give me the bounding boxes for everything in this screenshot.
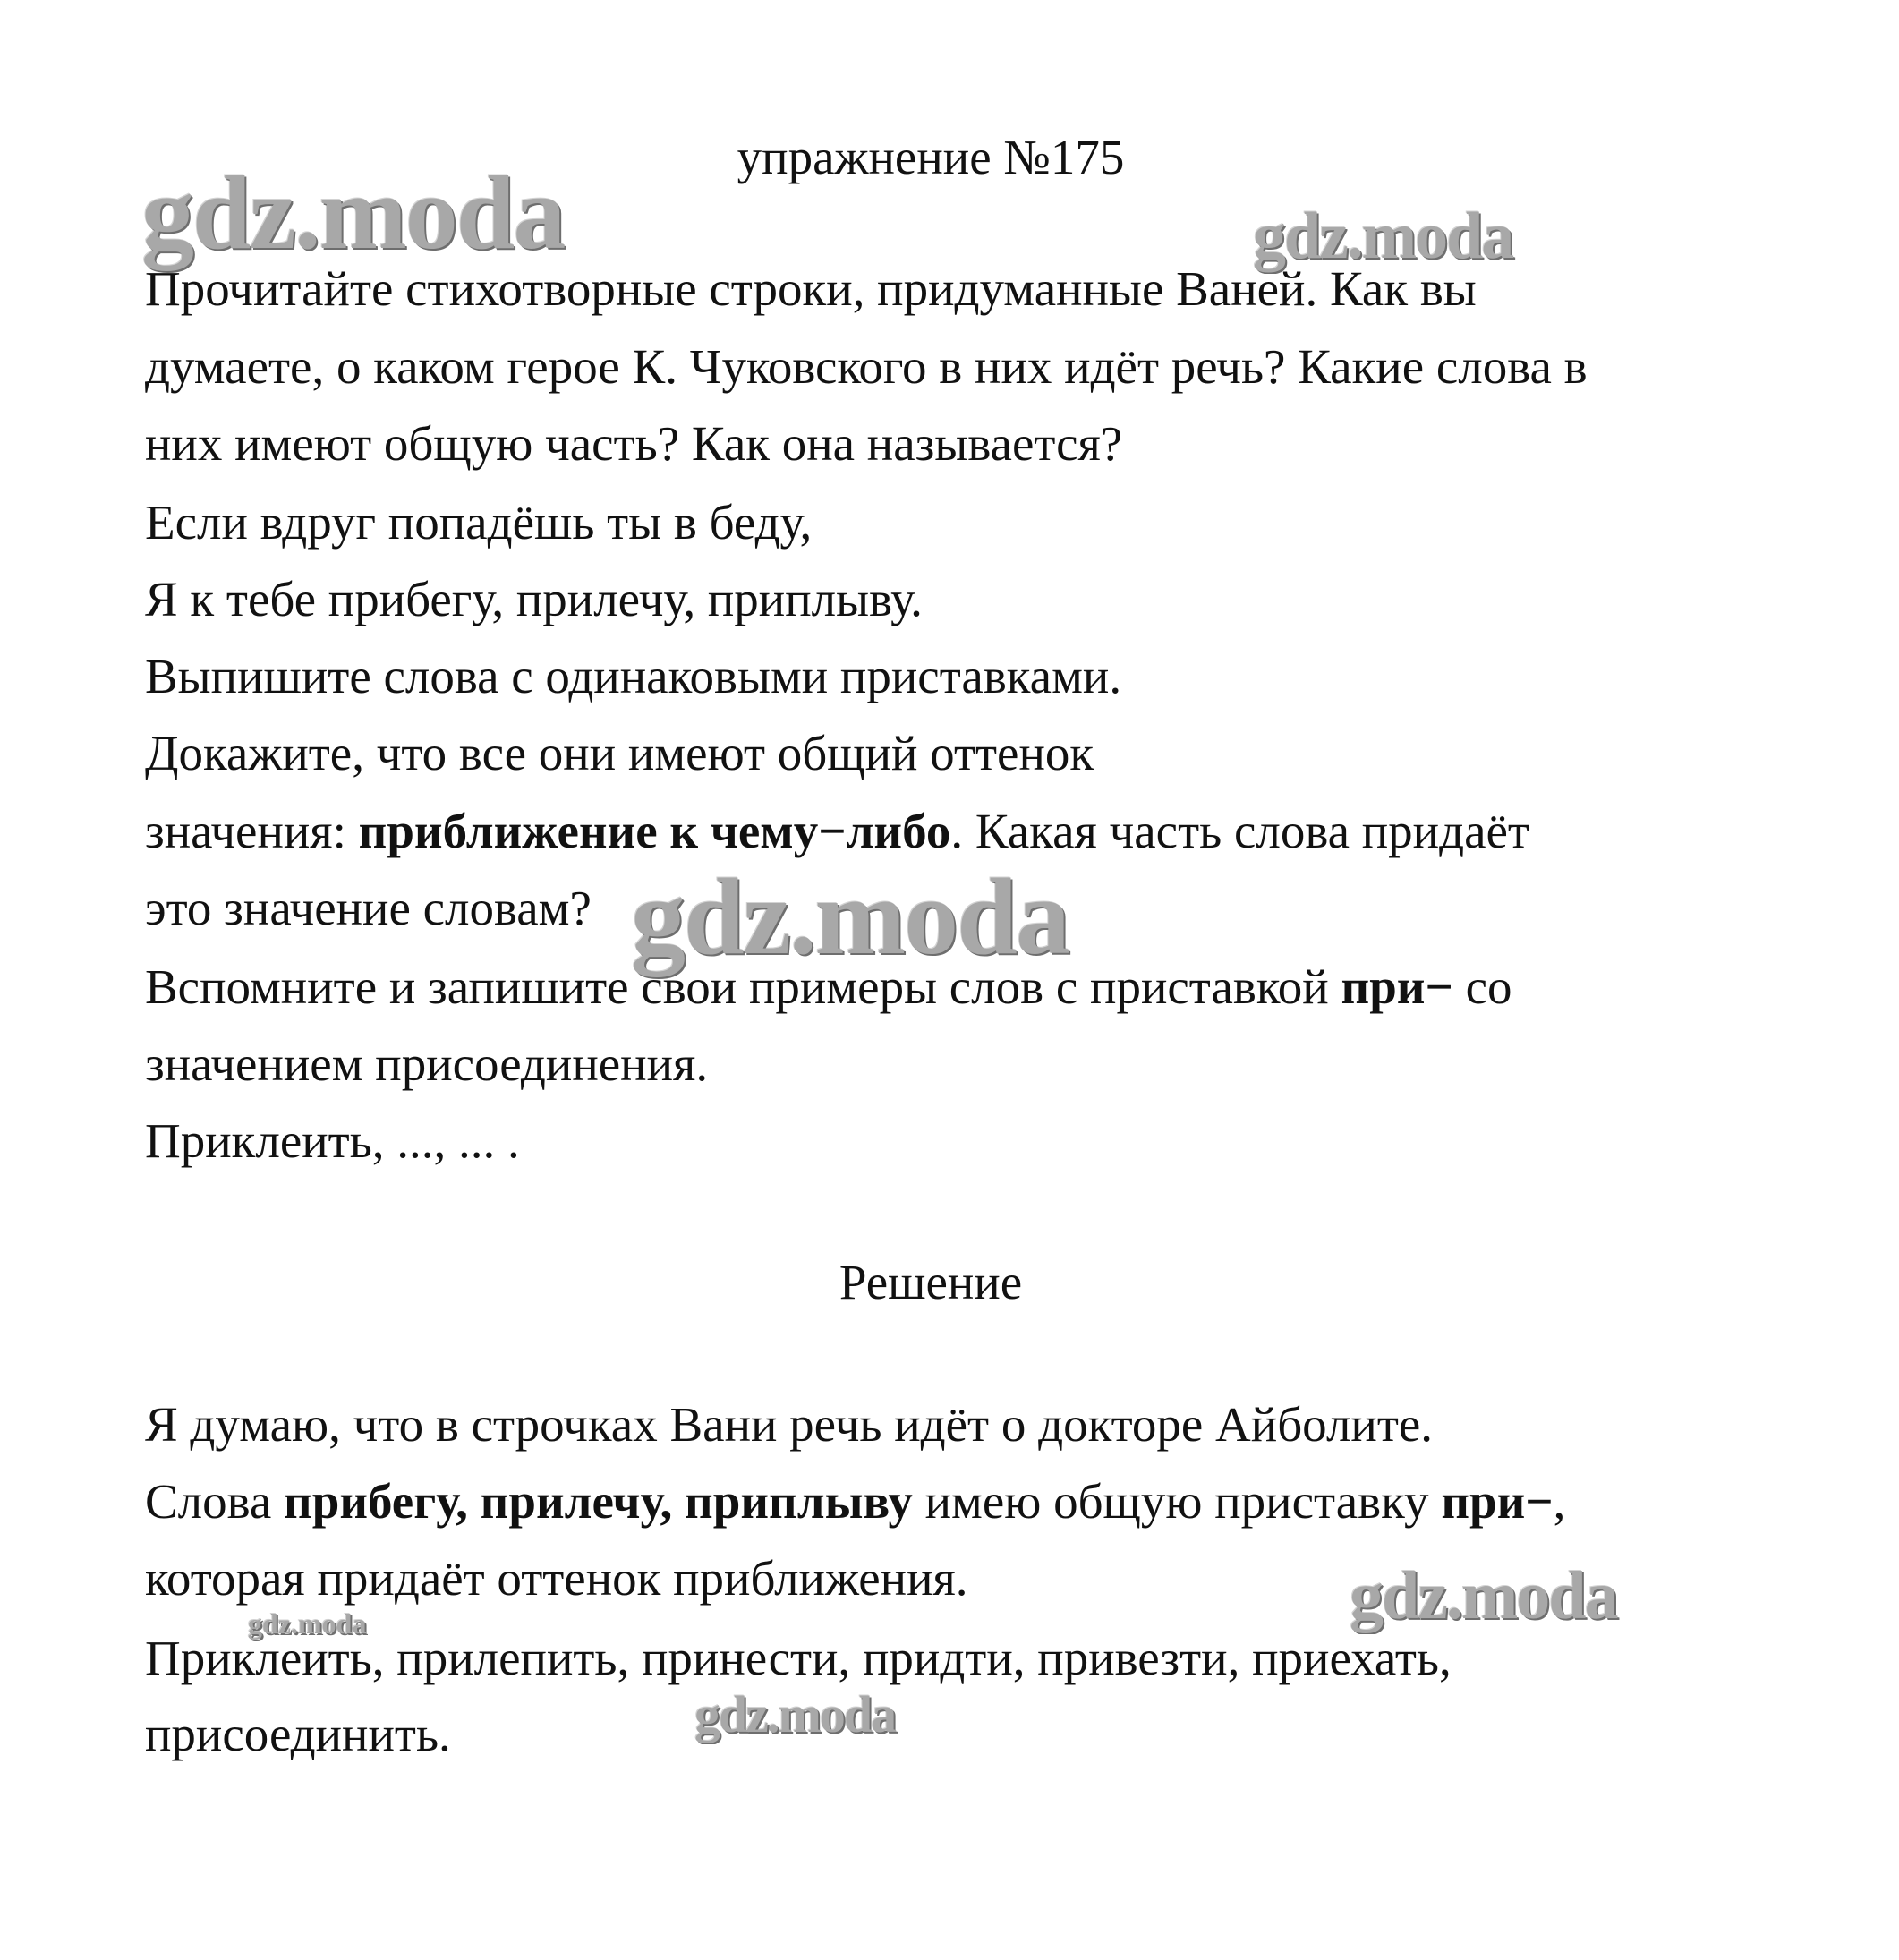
text: со: [1452, 959, 1512, 1014]
watermark: gdz.moda: [141, 154, 565, 271]
bold-text: при−: [1441, 1474, 1554, 1529]
task-line: Выпишите слова с одинаковыми приставками.: [145, 649, 1122, 703]
watermark: gdz.moda: [1350, 1558, 1617, 1633]
text: имею общую приставку: [912, 1474, 1442, 1529]
watermark: gdz.moda: [248, 1607, 367, 1640]
exercise-title: упражнение №175: [737, 130, 1125, 184]
task-line: Прочитайте стихотворные строки, придуманные Ваней. Как вы: [145, 261, 1477, 316]
watermark: gdz.moda: [1253, 200, 1513, 273]
task-line: Приклеить, ..., ... .: [145, 1113, 520, 1168]
task-line: них имеют общую часть? Как она называется?: [145, 416, 1123, 471]
task-line: значением присоединения.: [145, 1036, 709, 1091]
task-line: Докажите, что все они имеют общий оттенок: [145, 726, 1094, 780]
watermark: gdz.moda: [694, 1685, 896, 1743]
task-line: это значение словам?: [145, 881, 592, 935]
solution-line: Приклеить, прилепить, принести, придти, привезти, приехать,: [145, 1631, 1452, 1685]
bold-text: приближение к чему−либо: [358, 804, 951, 858]
text: . Какая часть слова придаёт: [950, 804, 1529, 858]
poem-line: Если вдруг попадёшь ты в беду,: [145, 495, 813, 550]
task-line: [145, 805, 1529, 858]
text: значения:: [145, 804, 359, 858]
watermark: gdz.moda: [631, 856, 1069, 977]
text: Слова: [145, 1474, 285, 1529]
text: Вспомните и запишите свои примеры слов с приставкой: [145, 959, 1341, 1014]
solution-line: присоединить.: [145, 1707, 451, 1761]
task-line: думаете, о каком герое К. Чуковского в них идёт речь? Какие слова в: [145, 339, 1588, 394]
solution-line: [145, 1475, 1565, 1529]
bold-text: при−: [1341, 959, 1453, 1014]
text: ,: [1553, 1474, 1566, 1529]
bold-text: прибегу, прилечу, приплыву: [284, 1474, 913, 1529]
solution-line: Я думаю, что в строчках Вани речь идёт о докторе Айболите.: [145, 1397, 1434, 1452]
solution-line: которая придаёт оттенок приближения.: [145, 1551, 968, 1606]
poem-line: Я к тебе прибегу, прилечу, приплыву.: [145, 572, 923, 626]
solution-heading: Решение: [839, 1255, 1023, 1309]
